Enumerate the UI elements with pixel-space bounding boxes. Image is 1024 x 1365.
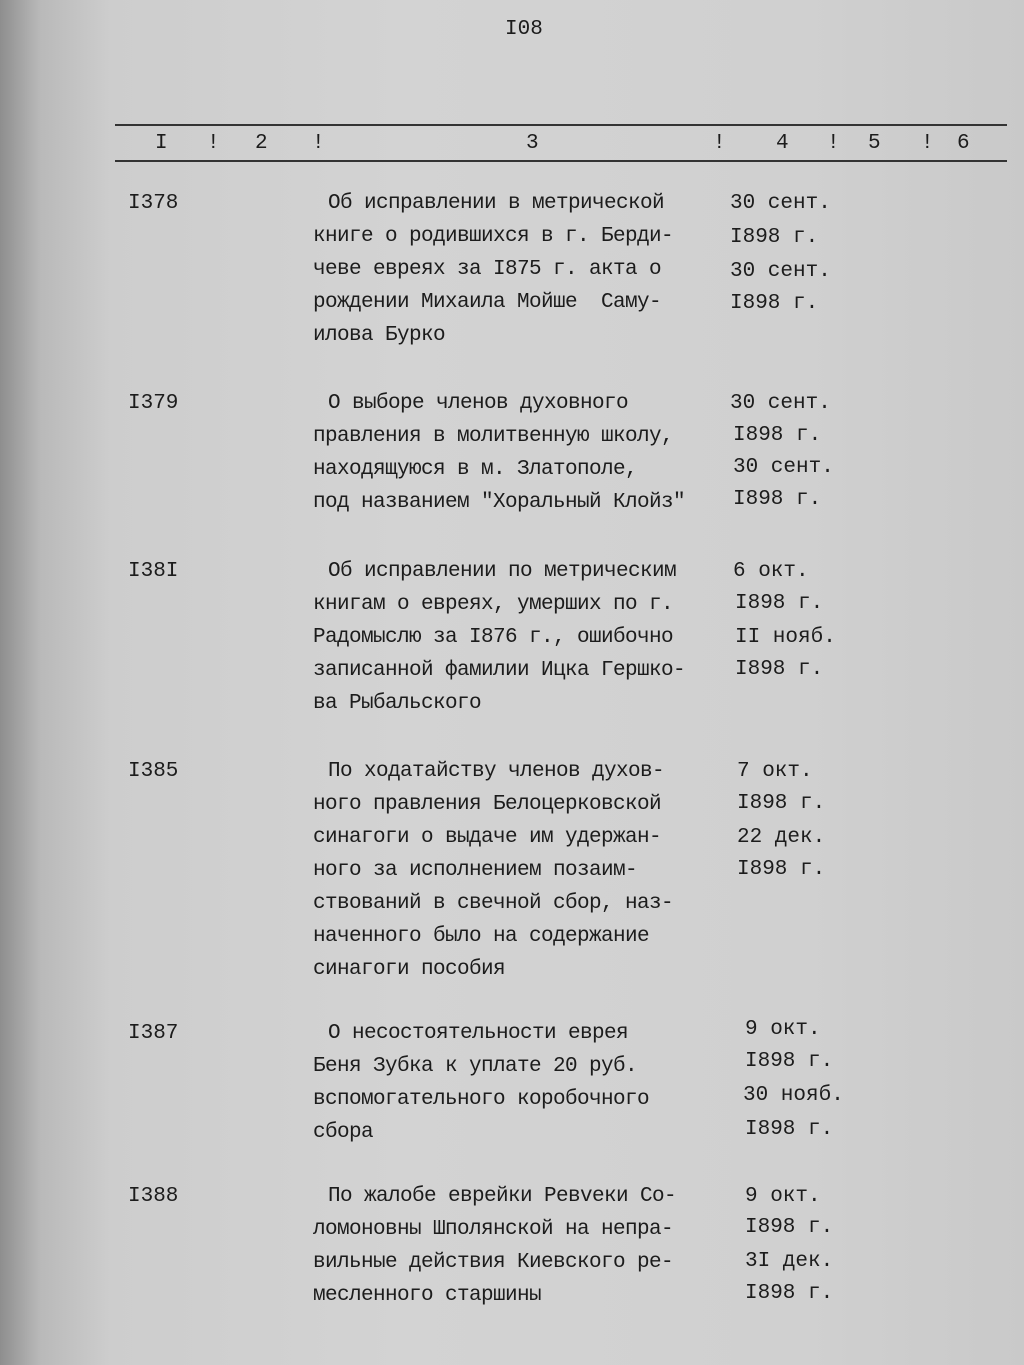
column-header: 2 xyxy=(255,132,268,155)
description-line: вспомогательного коробочного xyxy=(313,1088,650,1111)
description-line: синагоги пособия xyxy=(313,958,506,981)
record-number: I385 xyxy=(128,760,179,783)
description-line: правления в молитвенную школу, xyxy=(313,425,674,448)
description-line: О выборе членов духовного xyxy=(328,392,629,415)
record-date: 9 окт. xyxy=(745,1185,821,1208)
record-number: I378 xyxy=(128,192,179,215)
column-separator: ! xyxy=(827,132,840,155)
record-date: I898 г. xyxy=(745,1118,834,1141)
record-date: 30 сент. xyxy=(730,260,831,283)
description-line: книгам о евреях, умерших по г. xyxy=(313,593,674,616)
column-separator: ! xyxy=(207,132,220,155)
description-line: синагоги о выдаче им удержан- xyxy=(313,826,662,849)
record-date: 7 окт. xyxy=(737,760,813,783)
column-separator: ! xyxy=(921,132,934,155)
description-line: Радомыслю за I876 г., ошибочно xyxy=(313,626,674,649)
record-number: I38I xyxy=(128,560,179,583)
record-date: I898 г. xyxy=(737,792,826,815)
description-line: ного за исполнением позаим- xyxy=(313,859,638,882)
description-line: месленного старшины xyxy=(313,1284,542,1307)
column-header: 6 xyxy=(957,132,970,155)
record-date: II нояб. xyxy=(735,626,836,649)
description-line: наченного было на содержание xyxy=(313,925,650,948)
description-line: книге о родившихся в г. Берди- xyxy=(313,225,674,248)
record-date: 30 сент. xyxy=(730,392,831,415)
description-line: ва Рыбальского xyxy=(313,692,482,715)
header-top-rule xyxy=(115,124,1007,126)
description-line: ного правления Белоцерковской xyxy=(313,793,662,816)
column-separator: ! xyxy=(713,132,726,155)
record-date: 30 нояб. xyxy=(743,1084,844,1107)
column-header: I xyxy=(155,132,168,155)
description-line: По ходатайству членов духов- xyxy=(328,760,665,783)
description-line: Беня Зубка к уплате 20 руб. xyxy=(313,1055,638,1078)
record-date: I898 г. xyxy=(745,1282,834,1305)
record-number: I387 xyxy=(128,1022,179,1045)
record-date: I898 г. xyxy=(733,424,822,447)
column-header: 3 xyxy=(526,132,539,155)
column-header: 4 xyxy=(776,132,789,155)
description-line: О несостоятельности еврея xyxy=(328,1022,629,1045)
description-line: илова Бурко xyxy=(313,324,446,347)
description-line: По жалобе еврейки Ревveки Со- xyxy=(328,1185,677,1208)
record-date: I898 г. xyxy=(745,1050,834,1073)
record-date: 22 дек. xyxy=(737,826,826,849)
description-line: ствований в свечной сбор, наз- xyxy=(313,892,674,915)
record-number: I388 xyxy=(128,1185,179,1208)
column-header: 5 xyxy=(868,132,881,155)
record-number: I379 xyxy=(128,392,179,415)
record-date: I898 г. xyxy=(730,226,819,249)
description-line: ломоновны Шполянской на непра- xyxy=(313,1218,674,1241)
column-separator: ! xyxy=(312,132,325,155)
description-line: рождении Михаила Мойше Саму- xyxy=(313,291,662,314)
description-line: сбора xyxy=(313,1121,374,1144)
record-date: I898 г. xyxy=(735,592,824,615)
header-bottom-rule xyxy=(115,160,1007,162)
record-date: 6 окт. xyxy=(733,560,809,583)
description-line: вильные действия Киевского ре- xyxy=(313,1251,674,1274)
description-line: чеве евреях за I875 г. акта о xyxy=(313,258,662,281)
record-date: I898 г. xyxy=(735,658,824,681)
record-date: 9 окт. xyxy=(745,1018,821,1041)
record-date: I898 г. xyxy=(730,292,819,315)
description-line: под названием "Хоральный Клойз" xyxy=(313,491,686,514)
record-date: I898 г. xyxy=(733,488,822,511)
record-date: I898 г. xyxy=(737,858,826,881)
record-date: 30 сент. xyxy=(730,192,831,215)
record-date: 30 сент. xyxy=(733,456,834,479)
page-number: I08 xyxy=(505,18,543,41)
record-date: 3I дек. xyxy=(745,1250,834,1273)
description-line: Об исправлении в метрической xyxy=(328,192,665,215)
record-date: I898 г. xyxy=(745,1216,834,1239)
description-line: находящуюся в м. Златополе, xyxy=(313,458,638,481)
description-line: Об исправлении по метрическим xyxy=(328,560,677,583)
description-line: записанной фамилии Ицка Гершко- xyxy=(313,659,686,682)
